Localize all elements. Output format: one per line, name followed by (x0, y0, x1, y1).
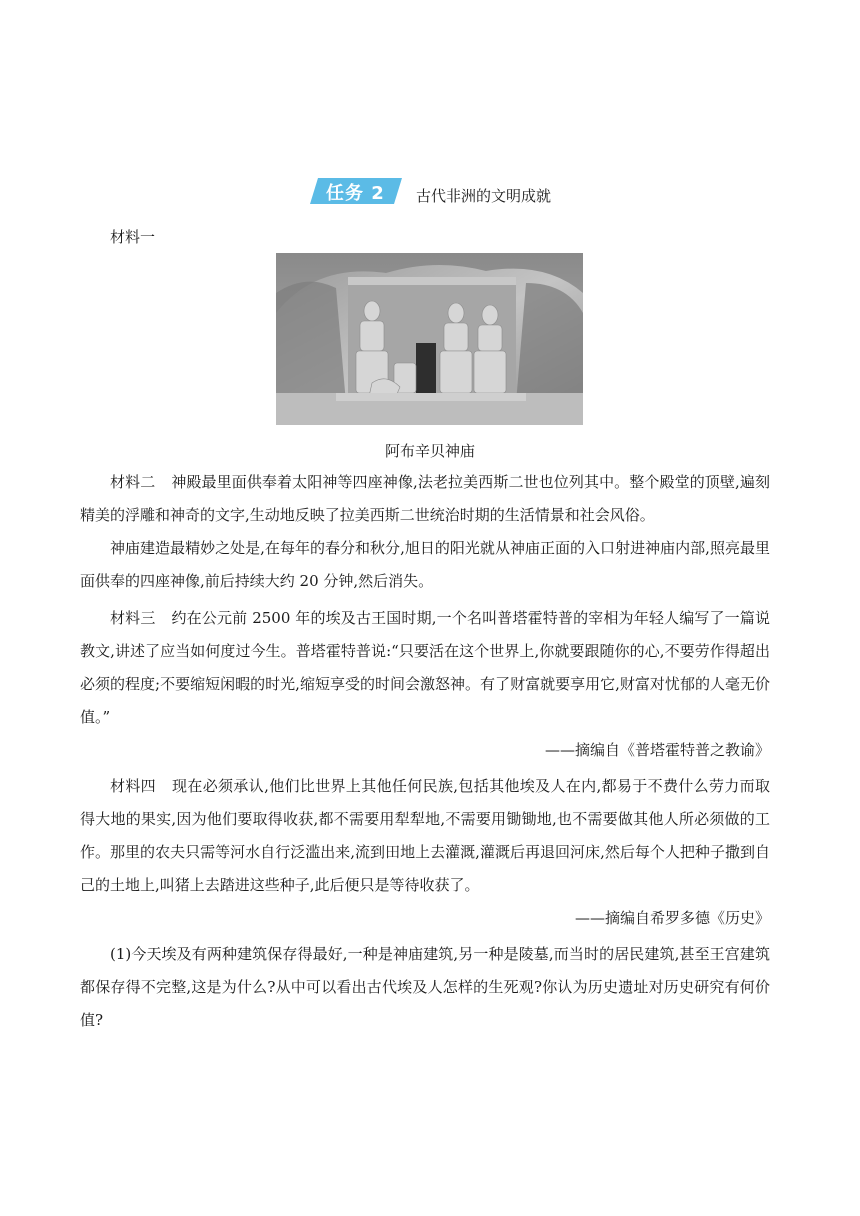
material2-paragraph-1 (80, 466, 770, 532)
material3-source: ——摘编自《普塔霍特普之教谕》 (544, 741, 770, 759)
image-caption: 阿布辛贝神庙 (384, 442, 475, 460)
question-1: (1)今天埃及有两种建筑保存得最好,一种是神庙建筑,另一种是陵墓,而当时的居民建筑,甚至王宫建筑都保存得不完整,这是为什么?从中可以看出古代埃及人怎样的生死观?你认为历史遗址对历史研究有何价值? (80, 945, 770, 1029)
material4-text: 现在必须承认,他们比世界上其他任何民族,包括其他埃及人在内,都易于不费什么劳力而取得大地的果实,因为他们要取得收获,都不需要用犁犁地,不需要用锄锄地,也不需要做其他人所必须做的工作。那里的农夫只需等河水自行泛滥出来,流到田地上去灌溉,灌溉后再退回河床,然后每个人把种子撒到自己的土地上,叫猪上去踏进这些种子,此后便只是等待收获了。 (80, 777, 770, 894)
question-block (80, 938, 770, 1037)
task-badge-label: 任务 2 (326, 183, 385, 204)
material2-text-1: 神殿最里面供奉着太阳神等四座神像,法老拉美西斯二世也位列其中。整个殿堂的顶壁,遍刻精美的浮雕和神奇的文字,生动地反映了拉美西斯二世统治时期的生活情景和社会风俗。 (80, 473, 770, 524)
material2-label: 材料二 (110, 473, 156, 491)
material2-block (80, 466, 770, 598)
task-badge (310, 178, 402, 204)
material2-paragraph-2: 神庙建造最精妙之处是,在每年的春分和秋分,旭日的阳光就从神庙正面的入口射进神庙内部,照亮最里面供奉的四座神像,前后持续大约 20 分钟,然后消失。 (80, 539, 770, 590)
material4-paragraph (80, 770, 770, 902)
task-header (310, 178, 551, 204)
material3-paragraph (80, 602, 770, 734)
material4-source: ——摘编自希罗多德《历史》 (574, 909, 770, 927)
material3-label: 材料三 (110, 609, 156, 627)
abu-simbel-temple-image (276, 253, 583, 425)
material1-label: 材料一 (110, 228, 156, 246)
material4-block (80, 770, 770, 935)
material3-text: 约在公元前 2500 年的埃及古王国时期,一个名叫普塔霍特普的宰相为年轻人编写了一篇说教文,讲述了应当如何度过今生。普塔霍特普说:“只要活在这个世界上,你就要跟随你的心,不要劳作得超出必须的程度;不要缩短闲暇的时光,缩短享受的时间会激怒神。有了财富就要享用它,财富对忧郁的人毫无价值。” (80, 609, 770, 726)
material3-block (80, 602, 770, 767)
material4-label: 材料四 (110, 777, 157, 795)
task-title: 古代非洲的文明成就 (416, 186, 552, 205)
